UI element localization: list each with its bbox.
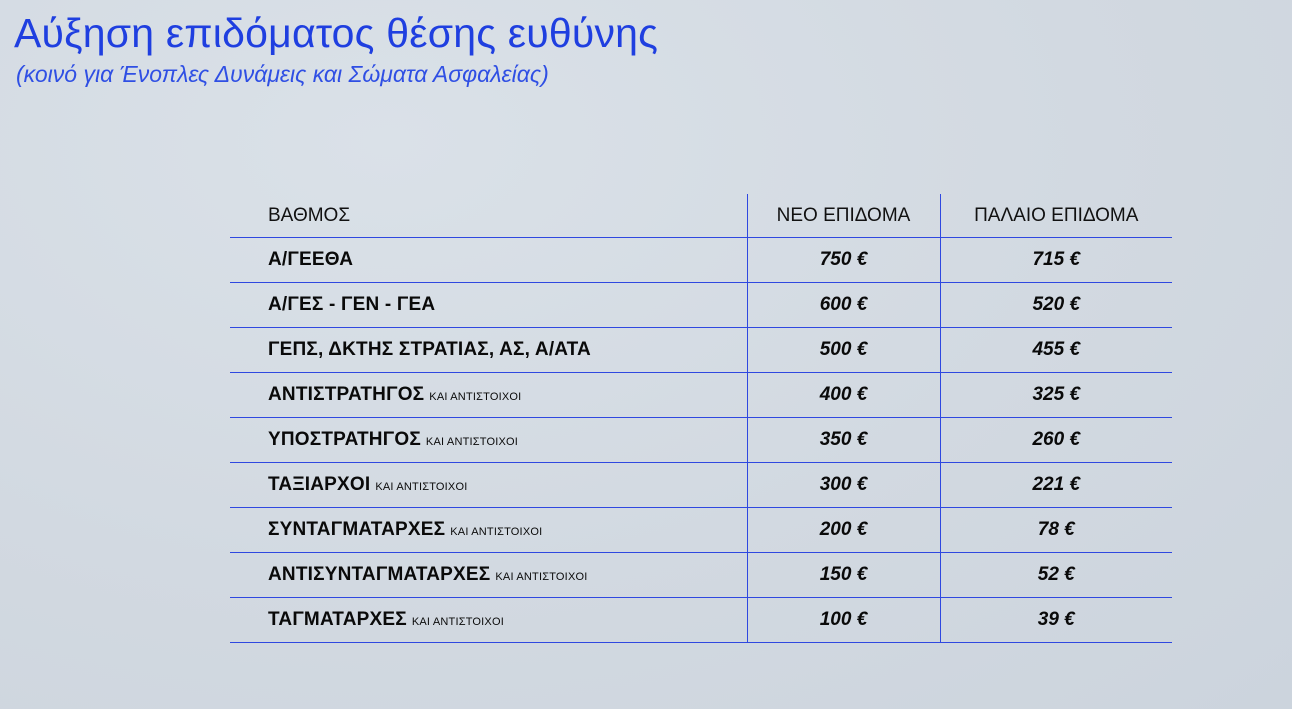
rank-name: ΤΑΓΜΑΤΑΡΧΕΣ (268, 609, 407, 630)
new-allowance-cell: 350 € (747, 418, 940, 463)
rank-cell (230, 373, 747, 418)
table-row (230, 373, 1172, 418)
allowance-table (230, 194, 1172, 643)
rank-cell (230, 283, 747, 328)
rank-name: Α/ΓΕΣ - ΓΕΝ - ΓΕΑ (268, 294, 436, 315)
rank-suffix: ΚΑΙ ΑΝΤΙΣΤΟΙΧΟΙ (450, 526, 543, 538)
table-header-row (230, 194, 1172, 238)
new-allowance-cell: 600 € (747, 283, 940, 328)
rank-cell (230, 463, 747, 508)
table-row (230, 283, 1172, 328)
old-allowance-cell: 325 € (940, 373, 1172, 418)
rank-name: ΤΑΞΙΑΡΧΟΙ (268, 474, 371, 495)
new-allowance-cell: 300 € (747, 463, 940, 508)
rank-cell (230, 418, 747, 463)
old-allowance-cell: 715 € (940, 238, 1172, 283)
table-row (230, 553, 1172, 598)
table-row (230, 418, 1172, 463)
old-allowance-cell: 221 € (940, 463, 1172, 508)
new-allowance-cell: 400 € (747, 373, 940, 418)
table-row (230, 463, 1172, 508)
table-row (230, 238, 1172, 283)
old-allowance-cell: 78 € (940, 508, 1172, 553)
table-row (230, 328, 1172, 373)
new-allowance-cell: 500 € (747, 328, 940, 373)
column-header-new-allowance: ΝΕΟ ΕΠΙΔΟΜΑ (747, 194, 940, 238)
old-allowance-cell: 455 € (940, 328, 1172, 373)
rank-cell (230, 553, 747, 598)
old-allowance-cell: 520 € (940, 283, 1172, 328)
rank-suffix: ΚΑΙ ΑΝΤΙΣΤΟΙΧΟΙ (375, 481, 468, 493)
old-allowance-cell: 52 € (940, 553, 1172, 598)
rank-suffix: ΚΑΙ ΑΝΤΙΣΤΟΙΧΟΙ (411, 616, 504, 628)
rank-suffix: ΚΑΙ ΑΝΤΙΣΤΟΙΧΟΙ (425, 436, 519, 448)
rank-cell (230, 238, 747, 283)
new-allowance-cell: 150 € (747, 553, 940, 598)
rank-name: ΣΥΝΤΑΓΜΑΤΑΡΧΕΣ (268, 519, 446, 540)
rank-name: ΥΠΟΣΤΡΑΤΗΓΟΣ (268, 429, 421, 450)
table-row (230, 508, 1172, 553)
old-allowance-cell: 260 € (940, 418, 1172, 463)
rank-suffix: ΚΑΙ ΑΝΤΙΣΤΟΙΧΟΙ (495, 571, 588, 583)
rank-name: Α/ΓΕΕΘΑ (268, 249, 354, 270)
new-allowance-cell: 200 € (747, 508, 940, 553)
column-header-rank: ΒΑΘΜΟΣ (230, 194, 747, 238)
rank-name: ΑΝΤΙΣΤΡΑΤΗΓΟΣ (268, 384, 425, 405)
old-allowance-cell: 39 € (940, 598, 1172, 643)
allowance-table-container (230, 194, 1172, 643)
rank-cell (230, 328, 747, 373)
column-header-old-allowance: ΠΑΛΑΙΟ ΕΠΙΔΟΜΑ (940, 194, 1172, 238)
table-row (230, 598, 1172, 643)
new-allowance-cell: 750 € (747, 238, 940, 283)
rank-suffix: ΚΑΙ ΑΝΤΙΣΤΟΙΧΟΙ (429, 391, 522, 403)
page-title: Αύξηση επιδόματος θέσης ευθύνης (14, 10, 659, 56)
rank-name: ΑΝΤΙΣΥΝΤΑΓΜΑΤΑΡΧΕΣ (268, 564, 491, 585)
page-subtitle: (κοινό για Ένοπλες Δυνάμεις και Σώματα Ασφαλείας) (16, 61, 549, 87)
rank-cell (230, 598, 747, 643)
new-allowance-cell: 100 € (747, 598, 940, 643)
rank-name: ΓΕΠΣ, ΔΚΤΗΣ ΣΤΡΑΤΙΑΣ, ΑΣ, Α/ΑΤΑ (268, 339, 591, 360)
rank-cell (230, 508, 747, 553)
